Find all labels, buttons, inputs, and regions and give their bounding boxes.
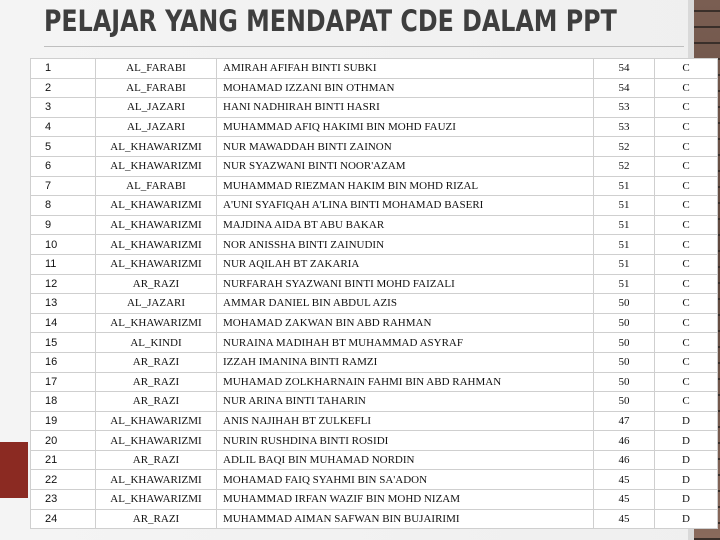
student-name-cell: NURFARAH SYAZWANI BINTI MOHD FAIZALI (217, 274, 594, 294)
grade-cell: C (655, 117, 718, 137)
grade-cell: C (655, 176, 718, 196)
score-cell: 45 (594, 509, 655, 529)
student-name-cell: MUHAMMAD AIMAN SAFWAN BIN BUJAIRIMI (217, 509, 594, 529)
grade-cell: D (655, 431, 718, 451)
table-row (31, 274, 718, 294)
row-number-cell: 7 (31, 176, 96, 196)
grade-cell: C (655, 294, 718, 314)
row-number-cell: 6 (31, 156, 96, 176)
house-cell: AL_KHAWARIZMI (96, 254, 217, 274)
house-cell: AL_FARABI (96, 78, 217, 98)
house-cell: AL_KINDI (96, 333, 217, 353)
grade-cell: C (655, 156, 718, 176)
score-cell: 50 (594, 294, 655, 314)
table-row (31, 450, 718, 470)
house-cell: AR_RAZI (96, 450, 217, 470)
house-cell: AL_KHAWARIZMI (96, 196, 217, 216)
score-cell: 46 (594, 431, 655, 451)
student-name-cell: AMIRAH AFIFAH BINTI SUBKI (217, 59, 594, 79)
score-cell: 50 (594, 313, 655, 333)
house-cell: AL_FARABI (96, 59, 217, 79)
grade-cell: C (655, 352, 718, 372)
table-row (31, 78, 718, 98)
row-number-cell: 9 (31, 215, 96, 235)
slide-title: PELAJAR YANG MENDAPAT CDE DALAM PPT (44, 4, 617, 38)
grade-cell: C (655, 196, 718, 216)
grade-cell: C (655, 235, 718, 255)
house-cell: AL_KHAWARIZMI (96, 235, 217, 255)
table-row (31, 59, 718, 79)
score-cell: 50 (594, 333, 655, 353)
student-name-cell: MUHAMMAD AFIQ HAKIMI BIN MOHD FAUZI (217, 117, 594, 137)
table-row (31, 352, 718, 372)
table-row (31, 156, 718, 176)
score-cell: 54 (594, 59, 655, 79)
table-row (31, 392, 718, 412)
row-number-cell: 17 (31, 372, 96, 392)
student-name-cell: NUR ARINA BINTI TAHARIN (217, 392, 594, 412)
grade-cell: C (655, 392, 718, 412)
table-row (31, 372, 718, 392)
row-number-cell: 11 (31, 254, 96, 274)
house-cell: AL_JAZARI (96, 294, 217, 314)
grade-cell: C (655, 274, 718, 294)
score-cell: 51 (594, 196, 655, 216)
student-name-cell: MOHAMAD IZZANI BIN OTHMAN (217, 78, 594, 98)
house-cell: AL_KHAWARIZMI (96, 313, 217, 333)
score-cell: 50 (594, 392, 655, 412)
student-results-table (30, 58, 718, 529)
score-cell: 52 (594, 156, 655, 176)
grade-cell: C (655, 78, 718, 98)
house-cell: AR_RAZI (96, 372, 217, 392)
table-row (31, 137, 718, 157)
student-name-cell: MOHAMAD FAIQ SYAHMI BIN SA'ADON (217, 470, 594, 490)
house-cell: AL_KHAWARIZMI (96, 490, 217, 510)
row-number-cell: 21 (31, 450, 96, 470)
table-row (31, 490, 718, 510)
student-name-cell: NUR MAWADDAH BINTI ZAINON (217, 137, 594, 157)
student-name-cell: MUHAMMAD RIEZMAN HAKIM BIN MOHD RIZAL (217, 176, 594, 196)
table-row (31, 431, 718, 451)
table-row (31, 509, 718, 529)
grade-cell: D (655, 411, 718, 431)
row-number-cell: 3 (31, 98, 96, 118)
grade-cell: D (655, 490, 718, 510)
house-cell: AR_RAZI (96, 274, 217, 294)
row-number-cell: 5 (31, 137, 96, 157)
student-name-cell: AMMAR DANIEL BIN ABDUL AZIS (217, 294, 594, 314)
row-number-cell: 1 (31, 59, 96, 79)
house-cell: AL_JAZARI (96, 98, 217, 118)
table-row (31, 98, 718, 118)
house-cell: AL_KHAWARIZMI (96, 215, 217, 235)
grade-cell: C (655, 254, 718, 274)
grade-cell: C (655, 137, 718, 157)
row-number-cell: 15 (31, 333, 96, 353)
row-number-cell: 19 (31, 411, 96, 431)
row-number-cell: 13 (31, 294, 96, 314)
row-number-cell: 4 (31, 117, 96, 137)
student-name-cell: A'UNI SYAFIQAH A'LINA BINTI MOHAMAD BASERI (217, 196, 594, 216)
title-divider (44, 46, 684, 47)
row-number-cell: 18 (31, 392, 96, 412)
table-row (31, 294, 718, 314)
table-row (31, 235, 718, 255)
grade-cell: C (655, 313, 718, 333)
score-cell: 50 (594, 352, 655, 372)
house-cell: AR_RAZI (96, 509, 217, 529)
grade-cell: C (655, 98, 718, 118)
house-cell: AL_KHAWARIZMI (96, 431, 217, 451)
table-row (31, 215, 718, 235)
score-cell: 45 (594, 470, 655, 490)
row-number-cell: 10 (31, 235, 96, 255)
score-cell: 52 (594, 137, 655, 157)
score-cell: 53 (594, 98, 655, 118)
row-number-cell: 8 (31, 196, 96, 216)
student-name-cell: ANIS NAJIHAH BT ZULKEFLI (217, 411, 594, 431)
table-row (31, 470, 718, 490)
table-row (31, 313, 718, 333)
student-name-cell: MOHAMAD ZAKWAN BIN ABD RAHMAN (217, 313, 594, 333)
table-row (31, 333, 718, 353)
score-cell: 45 (594, 490, 655, 510)
row-number-cell: 12 (31, 274, 96, 294)
house-cell: AL_KHAWARIZMI (96, 411, 217, 431)
house-cell: AL_JAZARI (96, 117, 217, 137)
student-name-cell: NOR ANISSHA BINTI ZAINUDIN (217, 235, 594, 255)
student-name-cell: MUHAMMAD IRFAN WAZIF BIN MOHD NIZAM (217, 490, 594, 510)
table-row (31, 117, 718, 137)
house-cell: AR_RAZI (96, 352, 217, 372)
grade-cell: C (655, 372, 718, 392)
house-cell: AL_KHAWARIZMI (96, 156, 217, 176)
student-name-cell: NURAINA MADIHAH BT MUHAMMAD ASYRAF (217, 333, 594, 353)
row-number-cell: 24 (31, 509, 96, 529)
house-cell: AL_KHAWARIZMI (96, 137, 217, 157)
score-cell: 54 (594, 78, 655, 98)
house-cell: AL_KHAWARIZMI (96, 470, 217, 490)
row-number-cell: 16 (31, 352, 96, 372)
student-name-cell: NUR SYAZWANI BINTI NOOR'AZAM (217, 156, 594, 176)
row-number-cell: 14 (31, 313, 96, 333)
student-name-cell: MUHAMAD ZOLKHARNAIN FAHMI BIN ABD RAHMAN (217, 372, 594, 392)
table-row (31, 176, 718, 196)
grade-cell: C (655, 59, 718, 79)
student-name-cell: NUR AQILAH BT ZAKARIA (217, 254, 594, 274)
score-cell: 51 (594, 254, 655, 274)
student-name-cell: ADLIL BAQI BIN MUHAMAD NORDIN (217, 450, 594, 470)
table-body (31, 59, 718, 529)
student-name-cell: IZZAH IMANINA BINTI RAMZI (217, 352, 594, 372)
table-row (31, 411, 718, 431)
student-name-cell: MAJDINA AIDA BT ABU BAKAR (217, 215, 594, 235)
student-name-cell: HANI NADHIRAH BINTI HASRI (217, 98, 594, 118)
table-row (31, 196, 718, 216)
grade-cell: C (655, 215, 718, 235)
red-accent-block (0, 442, 28, 498)
score-cell: 53 (594, 117, 655, 137)
score-cell: 51 (594, 215, 655, 235)
score-cell: 50 (594, 372, 655, 392)
score-cell: 47 (594, 411, 655, 431)
student-name-cell: NURIN RUSHDINA BINTI ROSIDI (217, 431, 594, 451)
grade-cell: D (655, 450, 718, 470)
score-cell: 51 (594, 235, 655, 255)
grade-cell: C (655, 333, 718, 353)
table-row (31, 254, 718, 274)
score-cell: 46 (594, 450, 655, 470)
grade-cell: D (655, 470, 718, 490)
row-number-cell: 2 (31, 78, 96, 98)
row-number-cell: 20 (31, 431, 96, 451)
house-cell: AR_RAZI (96, 392, 217, 412)
score-cell: 51 (594, 176, 655, 196)
grade-cell: D (655, 509, 718, 529)
house-cell: AL_FARABI (96, 176, 217, 196)
score-cell: 51 (594, 274, 655, 294)
row-number-cell: 22 (31, 470, 96, 490)
row-number-cell: 23 (31, 490, 96, 510)
